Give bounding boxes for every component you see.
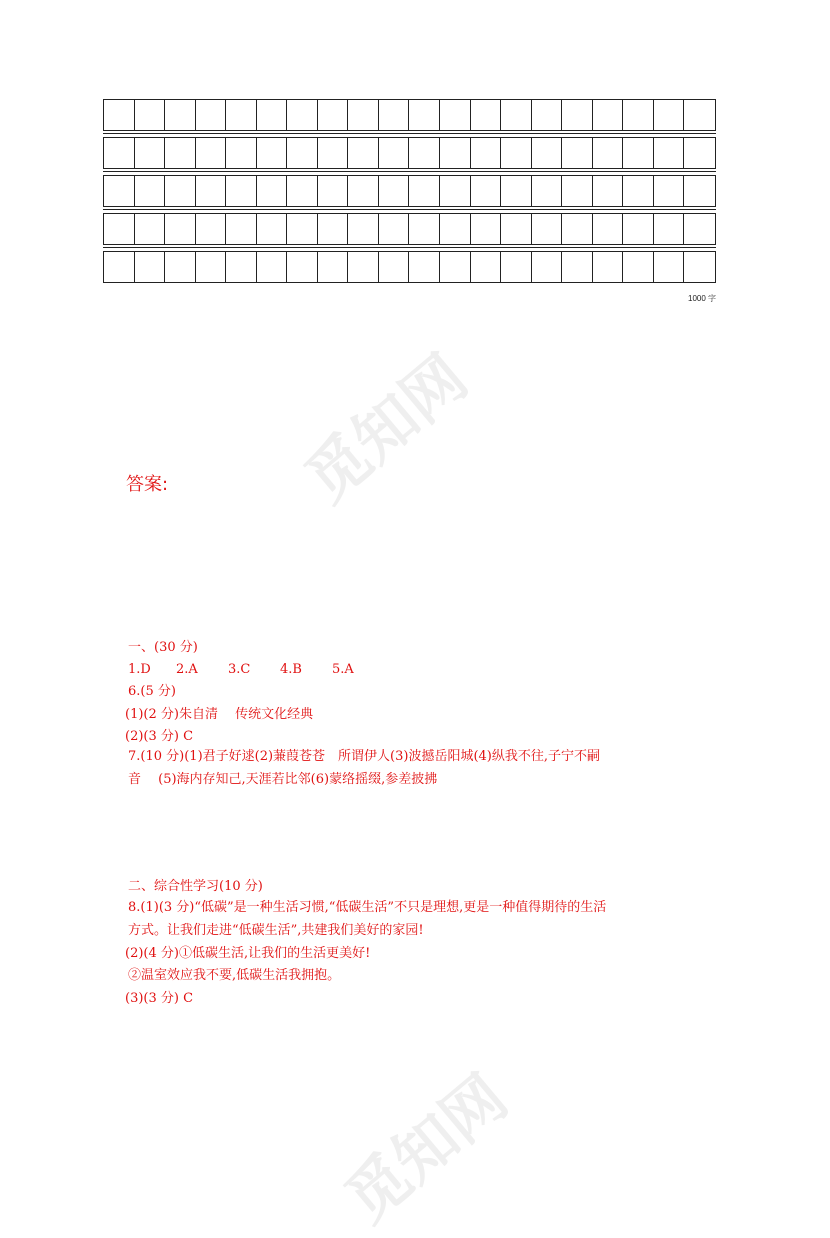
grid-cell <box>532 176 563 206</box>
grid-cell <box>593 176 624 206</box>
grid-cell <box>318 252 349 282</box>
grid-cell <box>287 176 318 206</box>
grid-cell <box>135 138 166 168</box>
grid-cell <box>348 214 379 244</box>
grid-cell <box>348 100 379 130</box>
choice-answer: 1.D <box>128 662 151 677</box>
grid-cell <box>654 100 685 130</box>
grid-cell <box>471 252 502 282</box>
q6-answer-2: (2)(3 分) C <box>125 729 194 744</box>
grid-row <box>103 213 716 245</box>
grid-cell <box>226 214 257 244</box>
grid-row <box>103 99 716 131</box>
grid-cell <box>501 176 532 206</box>
grid-cell <box>623 214 654 244</box>
grid-cell <box>165 176 196 206</box>
grid-cell <box>318 138 349 168</box>
grid-cell <box>104 138 135 168</box>
grid-cell <box>654 252 685 282</box>
q8-answer-line2: 方式。让我们走进“低碳生活”,共建我们美好的家园! <box>128 923 424 938</box>
grid-cell <box>409 138 440 168</box>
grid-cell <box>440 138 471 168</box>
grid-cell <box>654 214 685 244</box>
watermark: 觅知网 <box>291 340 481 517</box>
grid-cell <box>196 214 227 244</box>
q6-title: 6.(5 分) <box>128 684 176 699</box>
grid-cell <box>532 214 563 244</box>
grid-cell <box>135 214 166 244</box>
section2-title: 二、综合性学习(10 分) <box>128 879 263 894</box>
grid-cell <box>348 138 379 168</box>
grid-cell <box>501 138 532 168</box>
grid-cell <box>440 214 471 244</box>
grid-cell <box>196 252 227 282</box>
grid-cell <box>684 138 715 168</box>
grid-cell <box>104 214 135 244</box>
q7-answer-line2: 音 (5)海内存知己,天涯若比邻(6)蒙络摇缀,参差披拂 <box>128 772 438 787</box>
grid-cell <box>379 252 410 282</box>
grid-cell <box>379 100 410 130</box>
grid-cell <box>226 252 257 282</box>
grid-cell <box>501 214 532 244</box>
choice-answers <box>128 662 354 677</box>
grid-cell <box>409 252 440 282</box>
grid-cell <box>501 252 532 282</box>
grid-cell <box>471 100 502 130</box>
grid-row <box>103 175 716 207</box>
grid-cell <box>165 100 196 130</box>
grid-cell <box>562 214 593 244</box>
grid-cell <box>409 100 440 130</box>
grid-cell <box>409 176 440 206</box>
grid-cell <box>471 214 502 244</box>
grid-cell <box>104 176 135 206</box>
grid-cell <box>623 252 654 282</box>
grid-cell <box>257 176 288 206</box>
grid-cell <box>623 100 654 130</box>
grid-cell <box>593 138 624 168</box>
choice-answer: 5.A <box>332 662 354 677</box>
grid-cell <box>440 252 471 282</box>
grid-cell <box>593 252 624 282</box>
grid-cell <box>135 100 166 130</box>
grid-cell <box>532 252 563 282</box>
grid-cell <box>287 214 318 244</box>
grid-cell <box>471 176 502 206</box>
grid-cell <box>287 100 318 130</box>
grid-cell <box>562 138 593 168</box>
grid-cell <box>287 252 318 282</box>
grid-cell <box>440 100 471 130</box>
grid-cell <box>135 252 166 282</box>
grid-cell <box>257 214 288 244</box>
grid-cell <box>165 214 196 244</box>
grid-cell <box>318 100 349 130</box>
grid-cell <box>287 138 318 168</box>
grid-cell <box>684 252 715 282</box>
grid-separator <box>103 171 716 172</box>
grid-cell <box>379 214 410 244</box>
grid-cell <box>196 138 227 168</box>
grid-cell <box>562 176 593 206</box>
grid-cell <box>501 100 532 130</box>
grid-cell <box>471 138 502 168</box>
grid-cell <box>318 176 349 206</box>
watermark: 觅知网 <box>331 1060 521 1237</box>
grid-cell <box>409 214 440 244</box>
grid-row <box>103 251 716 283</box>
grid-separator <box>103 209 716 210</box>
grid-cell <box>257 100 288 130</box>
grid-cell <box>684 176 715 206</box>
grid-cell <box>135 176 166 206</box>
grid-cell <box>226 176 257 206</box>
grid-separator <box>103 247 716 248</box>
grid-cell <box>562 252 593 282</box>
grid-cell <box>165 252 196 282</box>
choice-answer: 4.B <box>280 662 302 677</box>
grid-cell <box>226 100 257 130</box>
grid-cell <box>104 100 135 130</box>
grid-cell <box>379 176 410 206</box>
q7-answer-line1: 7.(10 分)(1)君子好逑(2)蒹葭苍苍 所谓伊人(3)波撼岳阳城(4)纵我不往,子宁不嗣 <box>128 749 601 764</box>
grid-cell <box>623 176 654 206</box>
grid-cell <box>348 252 379 282</box>
grid-cell <box>165 138 196 168</box>
choice-answer: 2.A <box>176 662 198 677</box>
grid-cell <box>226 138 257 168</box>
grid-cell <box>684 100 715 130</box>
grid-cell <box>257 138 288 168</box>
grid-separator <box>103 133 716 134</box>
grid-row <box>103 137 716 169</box>
grid-cell <box>196 100 227 130</box>
grid-cell <box>532 138 563 168</box>
word-count-label: 1000 字 <box>688 294 717 303</box>
grid-cell <box>196 176 227 206</box>
section1-title: 一、(30 分) <box>128 640 198 655</box>
grid-cell <box>623 138 654 168</box>
grid-cell <box>593 100 624 130</box>
grid-cell <box>684 214 715 244</box>
grid-cell <box>654 176 685 206</box>
answers-heading: 答案: <box>126 474 169 495</box>
q6-answer-1: (1)(2 分)朱自清 传统文化经典 <box>125 707 314 722</box>
grid-cell <box>318 214 349 244</box>
grid-cell <box>104 252 135 282</box>
choice-answer: 3.C <box>228 662 251 677</box>
grid-cell <box>348 176 379 206</box>
q8-answer-3: (3)(3 分) C <box>125 991 194 1006</box>
grid-cell <box>654 138 685 168</box>
grid-cell <box>593 214 624 244</box>
grid-cell <box>379 138 410 168</box>
grid-cell <box>257 252 288 282</box>
q8-answer-line1: 8.(1)(3 分)“低碳”是一种生活习惯,“低碳生活”不只是理想,更是一种值得期待的生活 <box>128 900 607 915</box>
grid-cell <box>440 176 471 206</box>
grid-cell <box>532 100 563 130</box>
grid-cell <box>562 100 593 130</box>
q8-answer-2b: ②温室效应我不要,低碳生活我拥抱。 <box>128 968 341 983</box>
q8-answer-2: (2)(4 分)①低碳生活,让我们的生活更美好! <box>125 946 371 961</box>
